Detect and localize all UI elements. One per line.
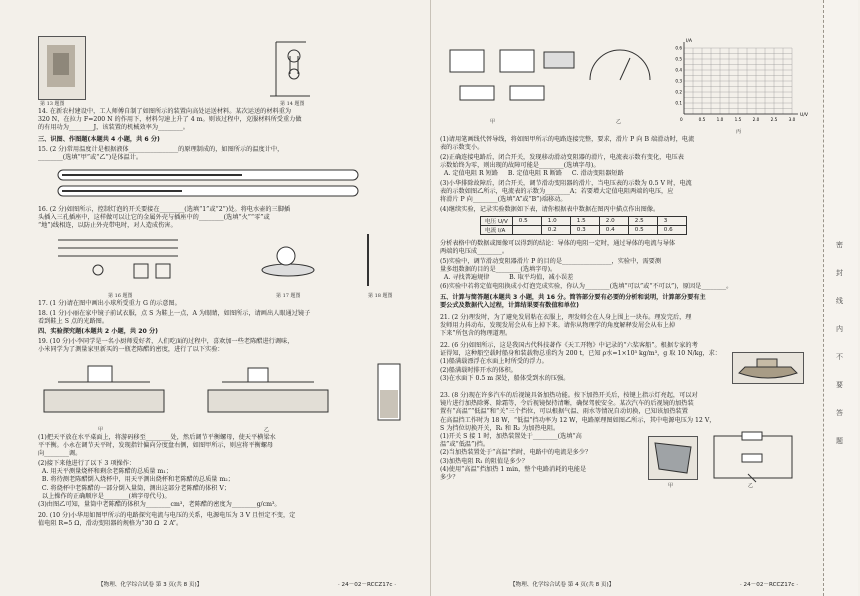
- caption-fig17: 第 17 题图: [276, 293, 301, 299]
- footer-right-code: · 24－02－RCCZ17c ·: [740, 582, 798, 588]
- seal-char: 不: [836, 353, 843, 361]
- caption-fig20-b: 乙: [616, 119, 622, 125]
- seal-char: 线: [836, 297, 843, 305]
- y-tick-label: 0.1: [675, 100, 682, 106]
- seal-char: 要: [836, 381, 843, 389]
- question-22: 22. (6 分)如图所示，这是我国古代科技著作《天工开物》中记录的“六桨客船”。根据专家的考 证得知，这种船空载时船身和装载物总重约为 200 t，已知 ρ水=1×10³ kg/m³，g 取 10 N/kg，求： (1)船满载漂浮在水面上时所受的浮力。 (2)船满载时排开水的体积。 (3)在水面下 0.5 m 深处，船体受到水的压强。: [440, 342, 721, 382]
- caption-fig14: 第 14 题图: [280, 101, 305, 107]
- question-16: 16. (2 分)如图所示，控制灯泡的开关要接在________(选填“1”或“2”)处。将电水壶的三脚插 头插入三孔插座中，这样做可以让它的金属外壳与插座中的________(选填“火”“零”或 “地”)线相连，以防止外壳带电时，对人造成伤害。: [38, 206, 291, 230]
- table-cell: 0.5: [512, 217, 541, 226]
- table-cell: 0.3: [570, 226, 599, 235]
- x-tick-label: 3.0: [788, 117, 796, 122]
- seal-char: 答: [836, 409, 843, 417]
- x-tick-label: 1.0: [716, 117, 724, 122]
- table-cell: 0.5: [628, 226, 657, 235]
- iu-grid-chart: [666, 36, 809, 126]
- table-cell: 0.6: [657, 226, 686, 235]
- caption-fig13: 第 13 题图: [40, 101, 65, 107]
- origin-label: 0: [680, 117, 683, 122]
- question-17: 17. (1 分)请在图中画出小球所受重力 G 的示意图。: [38, 300, 181, 307]
- question-23: 23. (8 分)现在许多汽车的后视镜具备加热功能。按下加热开关后，按键上指示灯亮起，可以对 镜片进行加热除雾、除霜等，令后视镜保持清晰，确保驾驶安全。某次汽车的后视镜的加热装 置有“高温”“低温”和“关”三个挡位，可以根据气温、雨水等情况自动切换，已知该加热装置 在高温挡工作时为 18 W，“低温”挡功率为 12 W，电路原理图如图乙所示，其中电源电压为 12 V， S 为挡位切换开关，R₁ 和 R₂ 为加热电阻。 (1)开关 S 接 1 时，加热装置处于________(选填“高 温”或“低温”)挡。 (2)当加热装置处于“高温”挡时，电路中的电流是多少？ (3)加热电阻 R₁ 的阻值是多少？ (4)使用“高温”挡加热 1 min，整个电路消耗的电能是 多少？: [440, 392, 716, 482]
- figure-22-boat: [732, 352, 804, 384]
- figures-16-18: [38, 230, 422, 290]
- question-19-1: (1)把天平放在水平桌面上，将游码移至________处，然后调节平衡螺母，使天平横梁水 平平衡。小永在调节天平时，发现指针偏向分度盘右侧，如图甲所示，则应将平衡螺母 向________调。: [38, 434, 276, 458]
- figure-19-balance: [38, 360, 422, 424]
- caption-fig18: 第 18 题图: [368, 293, 393, 299]
- left-page: [38, 0, 422, 596]
- figure-15-thermometers: [54, 166, 384, 200]
- right-page: [440, 0, 809, 596]
- caption-fig16: 第 16 题图: [108, 293, 133, 299]
- y-tick-label: 0.4: [675, 67, 682, 73]
- table-cell: 2.0: [599, 217, 628, 226]
- figure-14-pulley: [270, 40, 310, 98]
- caption-fig19-a: 甲: [98, 427, 104, 433]
- section-5-heading: 五、计算与简答题(本题共 3 小题，共 16 分。简答部分要有必要的分析和说明，计算部分要有主 要公式及数据代入过程，计算结果要有数值和单位): [440, 294, 706, 310]
- seal-char: 内: [836, 325, 843, 333]
- y-tick-label: 0.3: [675, 78, 682, 84]
- question-18: 18. (1 分)小丽在家中镜子前试衣服，点 S 为鞋上一点，A 为眼睛，如图所示，请画出人眼通过镜子 看到鞋上 S 点的光路图。: [38, 310, 311, 326]
- figure-23-circuit: [708, 432, 798, 482]
- table-row: [481, 217, 687, 226]
- y-tick-label: 0.5: [675, 56, 682, 62]
- question-21: 21. (2 分)理发时，为了避免发屑粘在衣服上，理发师会在人身上围上一块布。理发完后，理 发师用力抖动布，发现发屑会从布上掉下来。请你从物理学的角度解释发屑会从布上掉 下来”所包含的物理道理。: [440, 314, 692, 338]
- table-cell: 1.0: [541, 217, 570, 226]
- footer-left-title: 【物理、化学综合试卷 第 3 页(共 8 页)】: [98, 582, 203, 588]
- question-20-2: (2)正确连接电路后，闭合开关，发现移动滑动变阻器的滑片，电流表示数有变化，电压表 示数始终为零，则出现的故障可能是________(选填字母)。 A. 定值电阻 R 短路 B. 定值电阻 R 断路 C. 滑动变阻器短路: [440, 154, 684, 178]
- table-cell: [512, 226, 541, 235]
- x-tick-label: 0.5: [698, 117, 706, 122]
- caption-fig23-a: 甲: [668, 483, 674, 489]
- caption-fig19-b: 乙: [264, 427, 270, 433]
- section-4-heading: 四、实验探究题(本题共 2 小题，共 20 分): [38, 328, 158, 335]
- table-row: [481, 226, 687, 235]
- y-tick-label: 0.6: [675, 45, 682, 51]
- table-cell: 1.5: [570, 217, 599, 226]
- question-19-2-3: (2)接下来他进行了以下 3 项操作： A. 用天平测量烧杯和剩余老陈醋的总质量 m₁； B. 将待测老陈醋倒入烧杯中，用天平测出烧杯和老陈醋的总质量 m₂； C. 将烧杯中老陈醋的一部分倒入量筒，测出这部分老陈醋的体积 V； 以上操作的正确顺序是________(填字母代号)。 (3)由图乙可知，量筒中老陈醋的体积为________cm³，老陈醋的密度为________g/cm³。: [38, 460, 281, 509]
- figure-23-mirror: [648, 436, 698, 480]
- table-cell: 2.5: [628, 217, 657, 226]
- figure-20-circuit: [440, 36, 660, 116]
- x-tick-label: 2.5: [770, 117, 778, 122]
- question-20-conclusion: 分析表格中的数据或图像可以得到的结论：导体的电阻一定时，通过导体的电流与导体 两端的电压成________。: [440, 240, 676, 256]
- x-tick-label: 2.0: [752, 117, 760, 122]
- figure-13-photo: [38, 36, 86, 100]
- table-cell: 0.2: [541, 226, 570, 235]
- x-axis-label: U/V: [800, 113, 809, 118]
- question-20: 20. (10 分)小华用如图甲所示的电路探究电流与电压的关系，电源电压为 3 V 且恒定不变，定 值电阻 R=5 Ω，滑动变阻器的规格为“30 Ω 2 A”。: [38, 512, 296, 528]
- question-14: 14. 在新农村建设中，工人师傅自制了如图所示的装置向高处运送材料。某次运送的材料重为 320 N，在拉力 F=200 N 的作用下，材料匀速上升了 4 m。则该过程中，克服材料所受重力做 的有用功为________J，该装置的机械效率为________。: [38, 108, 302, 132]
- question-15: 15. (2 分)常用温度计是根据液体________________的原理制成的，如图所示的温度计中， ________(选填“甲”或“乙”)是体温计。: [38, 146, 284, 162]
- table-row-label: 电流 I/A: [481, 226, 513, 235]
- x-tick-label: 1.5: [734, 117, 742, 122]
- question-20-3: (3)小华排除故障后，闭合开关，调节滑动变阻器的滑片，当电压表的示数为 0.5 V 时，电流 表的示数如图乙所示，电流表的示数为________A；若要增大定值电阻两端的电压，应 将滑片 P 向________(选填“A”或“B”)端移动。: [440, 180, 692, 204]
- table-cell: 3: [657, 217, 686, 226]
- question-19: 19. (10 分)小李同学是一名小厨师爱好者，人们吃面的过程中，喜欢加一些老陈醋进行调味， 小米同学为了测量家里新买的一瓶老陈醋的密度，进行了以下实验：: [38, 338, 294, 354]
- question-20-4: (4)继续实验，记录实验数据如下表，请你根据表中数据在图丙中描点作出图像。: [440, 206, 660, 213]
- table-row-label: 电压 U/V: [481, 217, 513, 226]
- y-tick-label: 0.2: [675, 89, 682, 95]
- footer-right-title: 【物理、化学综合试卷 第 4 页(共 8 页)】: [510, 582, 615, 588]
- y-axis-label: I/A: [686, 39, 693, 44]
- section-3-heading: 三、识图、作图题(本题共 4 小题，共 6 分): [38, 136, 160, 143]
- caption-fig20-c: 丙: [736, 129, 742, 135]
- caption-fig23-b: 乙: [748, 483, 754, 489]
- caption-fig20-a: 甲: [490, 119, 496, 125]
- question-20-5-6: (5)实验中，调节滑动变阻器滑片 P 的目的是________________，实验中，需要测 量多组数据的目的是________(选填字母)。 A. 寻找普遍规律 B. 取平均值，减小误差 (6)实验中若将定值电阻换成小灯泡完成实验，你认为________(选填“可以”或“不可以”)，原因是________。: [440, 258, 733, 290]
- page-divider: [430, 0, 431, 596]
- question-20-1: (1)请用笔画线代替导线，将如图甲所示的电路连接完整，要求，滑片 P 向 B 端滑动时，电流 表的示数变小。: [440, 136, 695, 152]
- data-table: [480, 216, 687, 235]
- seal-char: 密: [836, 241, 843, 249]
- footer-left-code: · 24－02－RCCZ17c ·: [338, 582, 396, 588]
- seal-char: 封: [836, 269, 843, 277]
- seal-line-strip: [823, 0, 858, 596]
- table-cell: 0.4: [599, 226, 628, 235]
- seal-char: 题: [836, 437, 843, 445]
